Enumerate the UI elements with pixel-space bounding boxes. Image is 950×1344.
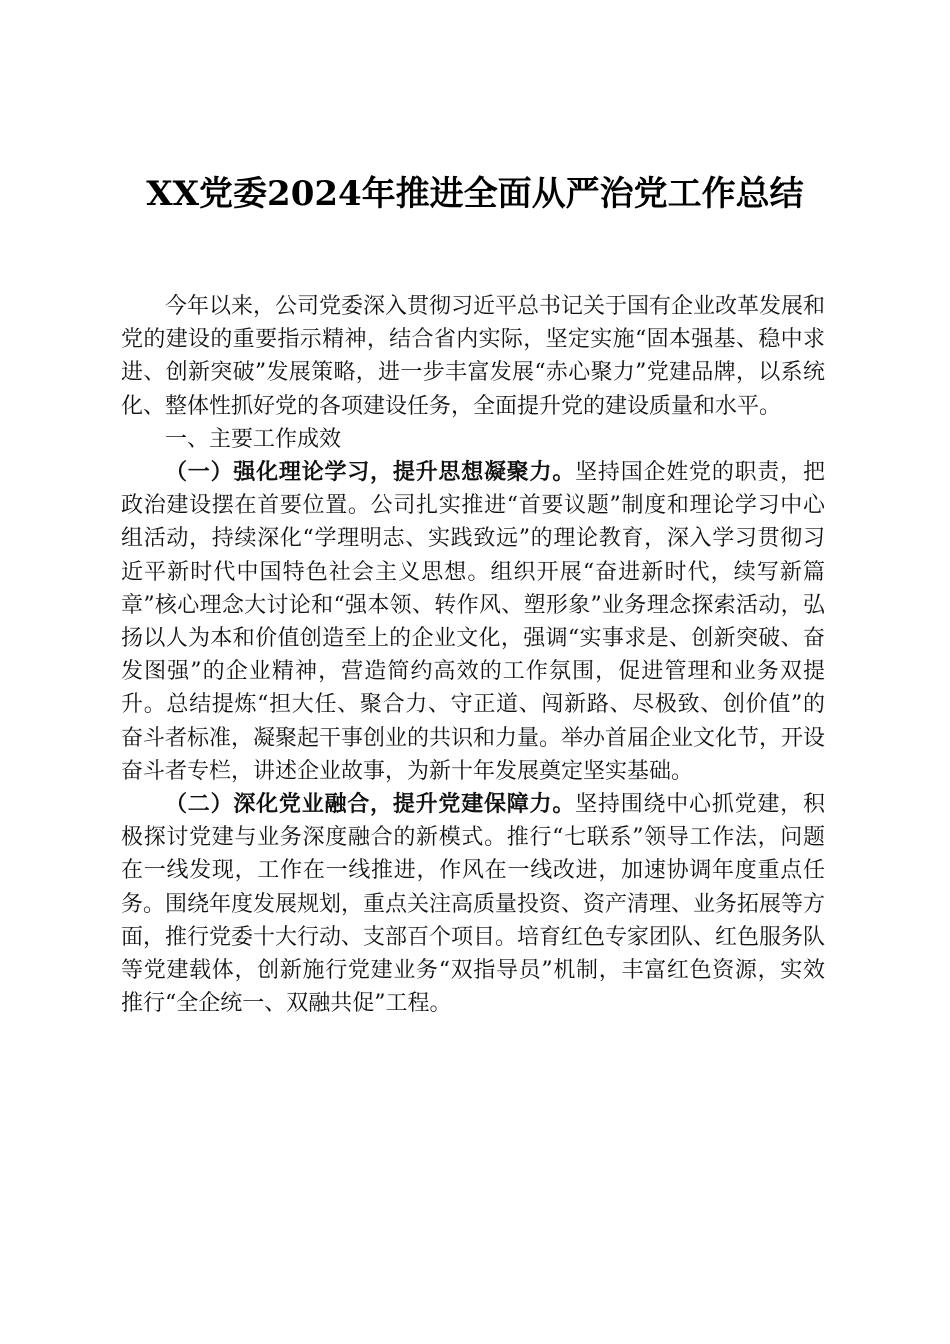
item-lead-2: （二）深化党业融合，提升党建保障力。 [165,791,576,818]
item-text-1: 坚持国企姓党的职责，把政治建设摆在首要位置。公司扎实推进“首要议题”制度和理论学习中心组活动，持续深化“学理明志、实践致远”的理论教育，深入学习贯彻习近平新时代中国特色社会主义思想。组织开展“奋进新时代，续写新篇章”核心理念大讨论和“强本领、转作风、塑形象”业务理念探索活动，弘扬以人为本和价值创造至上的企业文化，强调“实事求是、创新突破、奋发图强”的企业精神，营造简约高效的工作氛围，促进管理和业务双提升。总结提炼“担大任、聚合力、守正道、闯新路、尽极致、创价值”的奋斗者标准，凝聚起干事创业的共识和力量。举办首届企业文化节，开设奋斗者专栏，讲述企业故事，为新十年发展奠定坚实基础。 [121,460,826,784]
item-text-2: 坚持围绕中心抓党建，积极探讨党建与业务深度融合的新模式。推行“七联系”领导工作法，问题在一线发现，工作在一线推进，作风在一线改进，加速协调年度重点任务。围绕年度发展规划，重点关注高质量投资、资产清理、业务拓展等方面，推行党委十大行动、支部百个项目。培育红色专家团队、红色服务队等党建载体，创新施行党建业务“双指导员”机制，丰富红色资源，实效推行“全企统一、双融共促”工程。 [121,792,826,1017]
document-body [121,290,825,1020]
intro-paragraph: 今年以来，公司党委深入贯彻习近平总书记关于国有企业改革发展和党的建设的重要指示精神，结合省内实际，坚定实施“固本强基、稳中求进、创新突破”发展策略，进一步丰富发展“赤心聚力”党建品牌，以系统化、整体性抓好党的各项建设任务，全面提升党的建设质量和水平。 [121,294,826,419]
section-heading: 一、主要工作成效 [165,426,342,452]
item-paragraph-1 [121,456,825,788]
document-title: XX党委2024年推进全面从严治党工作总结 [146,174,804,214]
item-paragraph-2 [121,788,825,1020]
item-lead-1: （一）强化理论学习，提升思想凝聚力。 [165,459,576,486]
